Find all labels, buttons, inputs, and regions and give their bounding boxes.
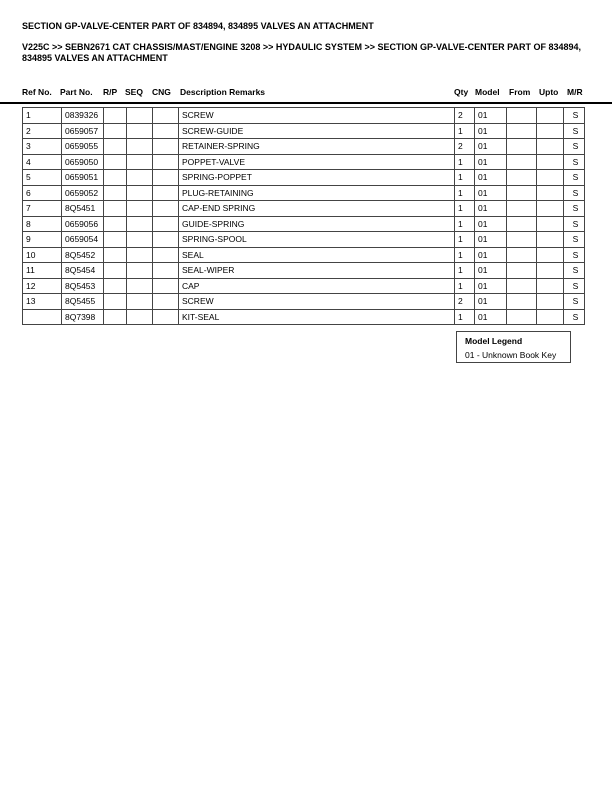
cell-desc: SEAL <box>179 247 455 263</box>
cell-model: 01 <box>475 139 507 155</box>
table-row <box>23 216 585 232</box>
cell-rp <box>104 309 127 325</box>
cell-upto <box>537 108 564 124</box>
cell-from <box>507 123 537 139</box>
cell-mr: S <box>564 139 585 155</box>
header-model: Model <box>475 87 500 97</box>
cell-upto <box>537 123 564 139</box>
cell-from <box>507 154 537 170</box>
cell-part: 0659057 <box>62 123 104 139</box>
cell-rp <box>104 139 127 155</box>
page-title: SECTION GP-VALVE-CENTER PART OF 834894, 834895 VALVES AN ATTACHMENT <box>22 21 374 31</box>
cell-mr: S <box>564 108 585 124</box>
cell-rp <box>104 170 127 186</box>
cell-qty: 1 <box>455 247 475 263</box>
cell-mr: S <box>564 201 585 217</box>
header-part-no: Part No. <box>60 87 93 97</box>
cell-ref: 2 <box>23 123 62 139</box>
header-description: Description Remarks <box>180 87 266 97</box>
cell-rp <box>104 201 127 217</box>
cell-rp <box>104 154 127 170</box>
table-row <box>23 247 585 263</box>
cell-seq <box>127 247 153 263</box>
cell-model: 01 <box>475 216 507 232</box>
legend-entry: 01 - Unknown Book Key <box>465 350 557 360</box>
table-row <box>23 123 585 139</box>
cell-seq <box>127 170 153 186</box>
cell-from <box>507 185 537 201</box>
model-legend <box>456 331 571 363</box>
cell-cng <box>153 139 179 155</box>
cell-rp <box>104 278 127 294</box>
cell-mr: S <box>564 263 585 279</box>
cell-upto <box>537 294 564 310</box>
cell-qty: 1 <box>455 232 475 248</box>
cell-rp <box>104 123 127 139</box>
cell-from <box>507 139 537 155</box>
cell-qty: 1 <box>455 185 475 201</box>
cell-upto <box>537 154 564 170</box>
cell-cng <box>153 216 179 232</box>
cell-cng <box>153 154 179 170</box>
cell-rp <box>104 108 127 124</box>
table-row <box>23 232 585 248</box>
cell-seq <box>127 263 153 279</box>
table-row <box>23 309 585 325</box>
cell-upto <box>537 309 564 325</box>
cell-seq <box>127 154 153 170</box>
cell-upto <box>537 263 564 279</box>
cell-from <box>507 170 537 186</box>
cell-cng <box>153 294 179 310</box>
cell-cng <box>153 201 179 217</box>
cell-part: 0659051 <box>62 170 104 186</box>
cell-cng <box>153 278 179 294</box>
cell-qty: 1 <box>455 154 475 170</box>
cell-mr: S <box>564 232 585 248</box>
header-qty: Qty <box>454 87 469 97</box>
cell-qty: 2 <box>455 294 475 310</box>
cell-model: 01 <box>475 263 507 279</box>
cell-rp <box>104 216 127 232</box>
header-from: From <box>509 87 531 97</box>
table-row <box>23 263 585 279</box>
cell-qty: 2 <box>455 139 475 155</box>
header-mr: M/R <box>567 87 583 97</box>
cell-cng <box>153 123 179 139</box>
header-cng: CNG <box>152 87 171 97</box>
cell-mr: S <box>564 247 585 263</box>
cell-model: 01 <box>475 294 507 310</box>
cell-cng <box>153 232 179 248</box>
cell-mr: S <box>564 154 585 170</box>
cell-part: 8Q5454 <box>62 263 104 279</box>
cell-part: 0659050 <box>62 154 104 170</box>
cell-desc: RETAINER-SPRING <box>179 139 455 155</box>
cell-part: 8Q5452 <box>62 247 104 263</box>
cell-from <box>507 309 537 325</box>
table-row <box>23 139 585 155</box>
cell-ref: 4 <box>23 154 62 170</box>
cell-seq <box>127 139 153 155</box>
cell-seq <box>127 294 153 310</box>
cell-upto <box>537 170 564 186</box>
cell-desc: GUIDE-SPRING <box>179 216 455 232</box>
cell-desc: CAP <box>179 278 455 294</box>
cell-cng <box>153 247 179 263</box>
cell-ref: 11 <box>23 263 62 279</box>
cell-cng <box>153 309 179 325</box>
cell-from <box>507 278 537 294</box>
cell-model: 01 <box>475 185 507 201</box>
cell-part: 8Q5451 <box>62 201 104 217</box>
parts-table <box>22 107 585 325</box>
cell-part: 0659052 <box>62 185 104 201</box>
cell-model: 01 <box>475 278 507 294</box>
cell-from <box>507 201 537 217</box>
cell-rp <box>104 263 127 279</box>
cell-ref: 12 <box>23 278 62 294</box>
cell-upto <box>537 185 564 201</box>
cell-desc: KIT-SEAL <box>179 309 455 325</box>
cell-desc: SCREW <box>179 294 455 310</box>
cell-cng <box>153 185 179 201</box>
cell-desc: POPPET-VALVE <box>179 154 455 170</box>
cell-qty: 1 <box>455 263 475 279</box>
cell-ref: 1 <box>23 108 62 124</box>
cell-qty: 1 <box>455 309 475 325</box>
table-header <box>22 87 584 99</box>
header-upto: Upto <box>539 87 559 97</box>
cell-desc: SCREW <box>179 108 455 124</box>
cell-rp <box>104 247 127 263</box>
cell-cng <box>153 108 179 124</box>
cell-mr: S <box>564 170 585 186</box>
cell-upto <box>537 232 564 248</box>
table-row <box>23 201 585 217</box>
cell-desc: SPRING-POPPET <box>179 170 455 186</box>
cell-part: 0659055 <box>62 139 104 155</box>
breadcrumb <box>22 42 592 64</box>
cell-ref: 13 <box>23 294 62 310</box>
cell-upto <box>537 278 564 294</box>
cell-from <box>507 232 537 248</box>
cell-seq <box>127 201 153 217</box>
cell-seq <box>127 123 153 139</box>
breadcrumb-line-1: V225C >> SEBN2671 CAT CHASSIS/MAST/ENGINE 3208 >> HYDAULIC SYSTEM >> SECTION GP-VALVE-CENTER PART OF 834894, <box>22 42 581 52</box>
cell-ref: 3 <box>23 139 62 155</box>
cell-part: 0839326 <box>62 108 104 124</box>
cell-rp <box>104 294 127 310</box>
table-row <box>23 154 585 170</box>
table-row <box>23 108 585 124</box>
cell-model: 01 <box>475 108 507 124</box>
cell-rp <box>104 232 127 248</box>
cell-upto <box>537 201 564 217</box>
cell-ref <box>23 309 62 325</box>
cell-model: 01 <box>475 201 507 217</box>
table-row <box>23 185 585 201</box>
cell-qty: 1 <box>455 170 475 186</box>
cell-from <box>507 263 537 279</box>
cell-model: 01 <box>475 247 507 263</box>
cell-upto <box>537 247 564 263</box>
table-row <box>23 278 585 294</box>
cell-seq <box>127 108 153 124</box>
cell-model: 01 <box>475 170 507 186</box>
cell-desc: PLUG-RETAINING <box>179 185 455 201</box>
cell-upto <box>537 139 564 155</box>
cell-qty: 1 <box>455 201 475 217</box>
cell-desc: CAP-END SPRING <box>179 201 455 217</box>
cell-model: 01 <box>475 232 507 248</box>
cell-model: 01 <box>475 154 507 170</box>
cell-part: 0659056 <box>62 216 104 232</box>
cell-desc: SCREW-GUIDE <box>179 123 455 139</box>
cell-mr: S <box>564 123 585 139</box>
cell-qty: 1 <box>455 123 475 139</box>
cell-from <box>507 108 537 124</box>
cell-part: 0659054 <box>62 232 104 248</box>
cell-from <box>507 247 537 263</box>
cell-qty: 2 <box>455 108 475 124</box>
cell-part: 8Q5453 <box>62 278 104 294</box>
table-row <box>23 170 585 186</box>
cell-ref: 10 <box>23 247 62 263</box>
header-divider <box>0 102 612 104</box>
cell-desc: SEAL-WIPER <box>179 263 455 279</box>
table-row <box>23 294 585 310</box>
cell-mr: S <box>564 309 585 325</box>
cell-mr: S <box>564 216 585 232</box>
cell-from <box>507 294 537 310</box>
cell-seq <box>127 185 153 201</box>
cell-desc: SPRING-SPOOL <box>179 232 455 248</box>
cell-ref: 5 <box>23 170 62 186</box>
header-seq: SEQ <box>125 87 143 97</box>
cell-model: 01 <box>475 123 507 139</box>
cell-upto <box>537 216 564 232</box>
cell-seq <box>127 278 153 294</box>
cell-mr: S <box>564 294 585 310</box>
cell-ref: 8 <box>23 216 62 232</box>
breadcrumb-line-2: 834895 VALVES AN ATTACHMENT <box>22 53 168 63</box>
cell-rp <box>104 185 127 201</box>
cell-mr: S <box>564 185 585 201</box>
cell-cng <box>153 170 179 186</box>
cell-from <box>507 216 537 232</box>
cell-part: 8Q5455 <box>62 294 104 310</box>
header-rp: R/P <box>103 87 118 97</box>
cell-ref: 6 <box>23 185 62 201</box>
header-ref-no: Ref No. <box>22 87 52 97</box>
cell-mr: S <box>564 278 585 294</box>
cell-ref: 7 <box>23 201 62 217</box>
cell-cng <box>153 263 179 279</box>
cell-seq <box>127 232 153 248</box>
cell-seq <box>127 216 153 232</box>
cell-qty: 1 <box>455 278 475 294</box>
cell-qty: 1 <box>455 216 475 232</box>
cell-ref: 9 <box>23 232 62 248</box>
cell-seq <box>127 309 153 325</box>
cell-model: 01 <box>475 309 507 325</box>
legend-title: Model Legend <box>465 336 523 346</box>
cell-part: 8Q7398 <box>62 309 104 325</box>
